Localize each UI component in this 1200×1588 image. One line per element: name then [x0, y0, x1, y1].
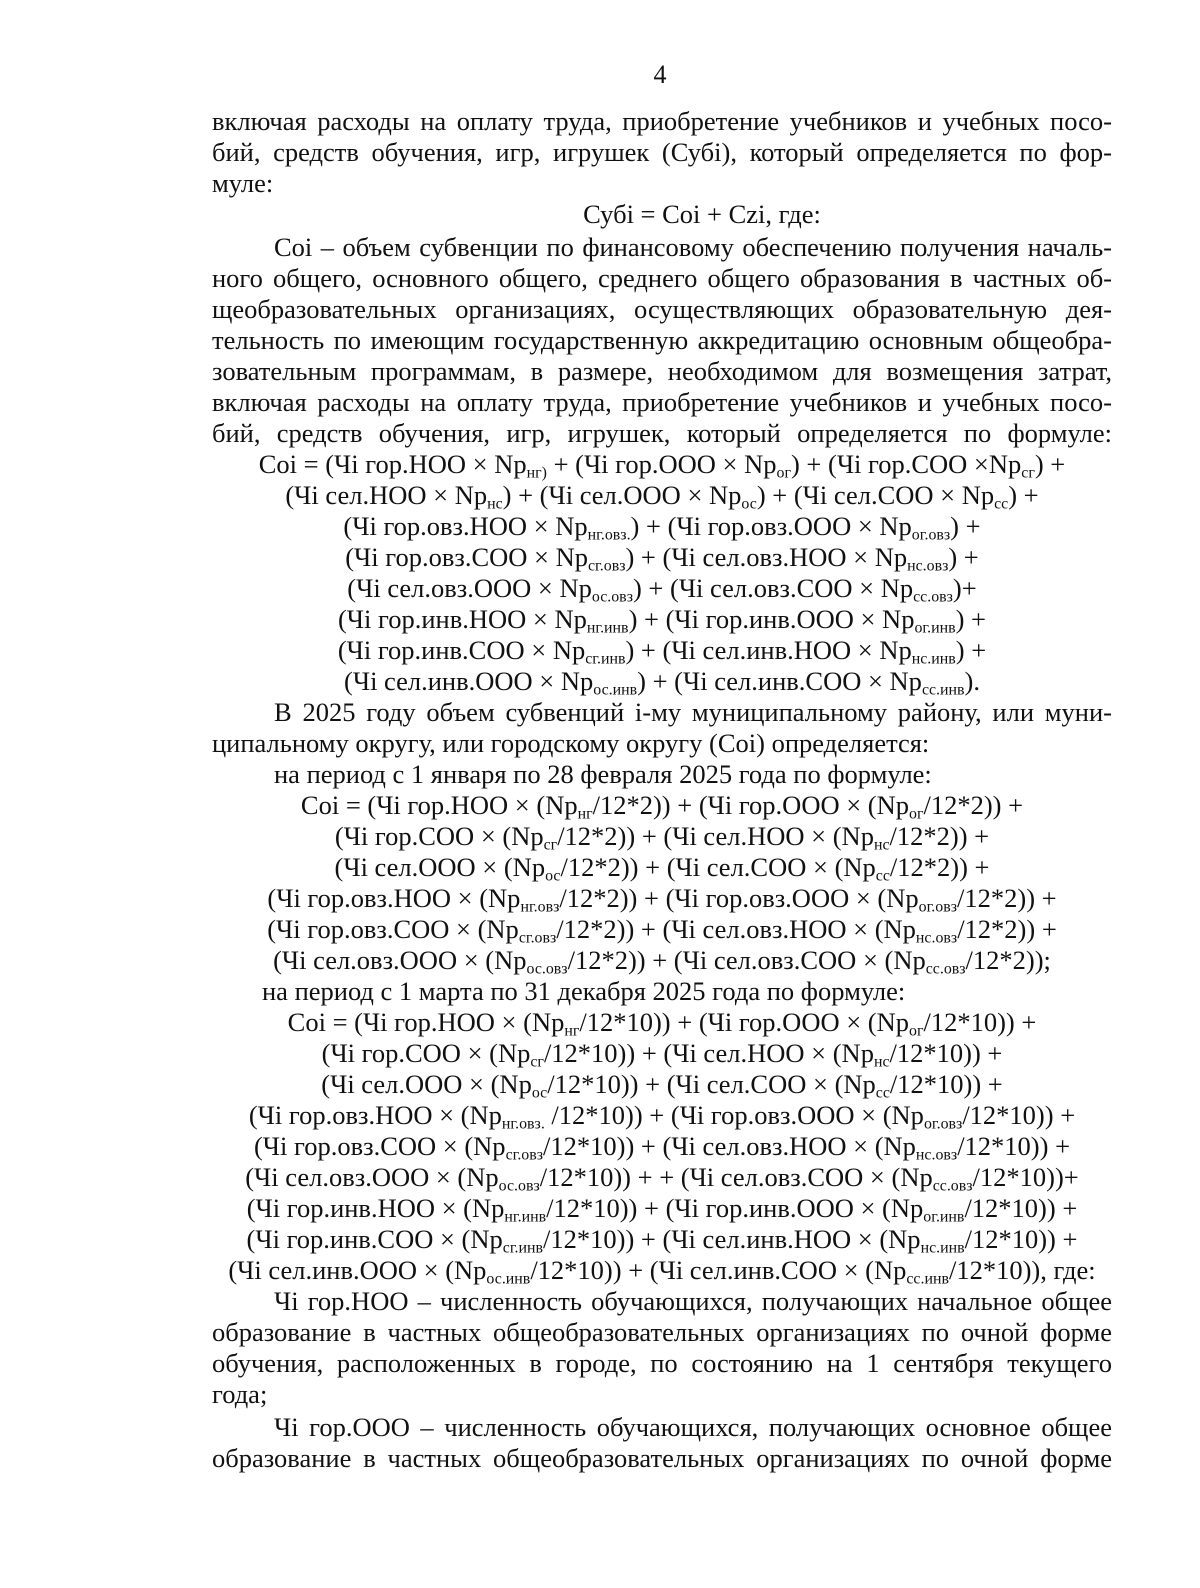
formula-text: /12*10)) +: [957, 1131, 1071, 1161]
formula-text: + (Чі гор.ООО × Np: [546, 449, 777, 479]
formula-text: /12*2)) +: [889, 852, 990, 882]
formula-subscript: нг: [577, 805, 593, 823]
formula-text: ) + (Чі гор.овз.ООО × Np: [630, 511, 912, 541]
formula-line: [212, 883, 1112, 914]
formula-subscript: сс.инв: [906, 1270, 949, 1288]
formula-subscript: нс.инв: [920, 1239, 965, 1257]
formula-subscript: сг.овз: [588, 557, 626, 575]
formula-subscript: ог.овз: [911, 526, 951, 544]
period-1-heading: на период с 1 января по 28 февраля 2025 года по формуле:: [274, 759, 932, 789]
formula-text: (Чі гор.овз.СОО × Np: [345, 542, 588, 572]
formula-subscript: сс.инв: [921, 681, 965, 699]
formula-subscript: ос: [545, 867, 561, 885]
formula-text: (Чі сел.овз.ООО × (Np: [273, 945, 527, 975]
formula-subscript: сс: [875, 867, 890, 885]
formula-text: /12*10)) +: [962, 1100, 1076, 1130]
year-2025-paragraph: [212, 697, 1112, 759]
formula-text: ) +: [1008, 480, 1039, 510]
formula-text: /12*2)) +: [923, 790, 1024, 820]
formula-line: [212, 1069, 1112, 1100]
formula-text: ) +: [955, 604, 987, 634]
formula-subscript: сг.инв: [502, 1239, 544, 1257]
formula-subscript: нс: [873, 1053, 890, 1071]
formula-subscript: ог: [909, 1022, 924, 1040]
formula-text: (Чі сел.инв.ООО × Np: [344, 666, 594, 696]
formula-line: [212, 1100, 1112, 1131]
formula-subscript: сс.овз: [925, 960, 966, 978]
formula-text: ) + (Чі сел.СОО × Np: [756, 480, 995, 510]
formula-text: /12*2)) + (Чі сел.овз.СОО × (Np: [567, 945, 926, 975]
formula-line: [212, 1255, 1112, 1286]
formula-text: (Чі гор.овз.НОО × (Np: [267, 883, 521, 913]
formula-text: (Чі сел.инв.ООО × (Np: [228, 1255, 487, 1285]
formula-subscript: ос.овз: [591, 588, 633, 606]
formula-line: [212, 635, 1112, 666]
formula-subscript: нс: [487, 495, 503, 513]
formula-subscript: ос.инв: [593, 681, 638, 699]
formula-subscript: ог.овз: [923, 1115, 963, 1133]
text-line: ного общего, основного общего, среднего общего образования в частных об-: [212, 263, 1112, 293]
formula-text: ) + (Чі сел.инв.НОО × Np: [625, 635, 912, 665]
formula-line: [212, 449, 1112, 480]
formula-line: [212, 480, 1112, 511]
formula-text: (Чі гор.овз.СОО × (Np: [253, 1131, 506, 1161]
formula-text: ) +: [955, 635, 987, 665]
formula-subscript: нг: [564, 1022, 580, 1040]
formula-text: /12*2)) + (Чі сел.НОО × (Np: [557, 821, 874, 851]
text-line: обучения, расположенных в городе, по состоянию на 1 сентября текущего: [212, 1348, 1112, 1378]
document-body: [212, 106, 1112, 1474]
text-line: бий, средств обучения, игр, игрушек, который определяется по формуле:: [212, 418, 1112, 448]
text-line: Чі гор.ООО – численность обучающихся, получающих основное общее: [274, 1412, 1112, 1442]
formula-line: [212, 945, 1112, 976]
formula-subscript: сс.овз: [913, 588, 953, 606]
formula-text: /12*10)) +: [889, 1038, 1003, 1068]
formula-text: /12*2)) +: [957, 883, 1057, 913]
formula-subscript: нс.овз: [915, 929, 958, 947]
formula-subscript: ог.инв: [914, 619, 956, 637]
formula-text: (Чі гор.инв.НОО × Np: [337, 604, 587, 634]
text-line: бий, средств обучения, игр, игрушек (Субі), который определяется по фор-: [212, 137, 1112, 167]
formula-line: [212, 1038, 1112, 1069]
formula-text: /12*10)) +: [889, 1069, 1003, 1099]
formula-line: [212, 1131, 1112, 1162]
text-line: Соі – объем субвенции по финансовому обеспечению получения началь-: [274, 232, 1112, 262]
formula-text: (Чі сел.овз.ООО × (Np: [245, 1162, 499, 1192]
text-line: муле:: [212, 168, 274, 198]
formula-line: [212, 821, 1112, 852]
formula-subscript: нс.инв: [911, 650, 956, 668]
formula-text: ) + (Чі гор.СОО ×Np: [790, 449, 1022, 479]
formula-subscript: ог.овз: [918, 898, 958, 916]
formula-subscript: нг.инв: [586, 619, 629, 637]
definition-noo: [212, 1286, 1112, 1410]
formula-line: [212, 604, 1112, 635]
formula-text: /12*10)) + (Чі гор.инв.ООО × (Np: [546, 1193, 924, 1223]
formula-line: [212, 852, 1112, 883]
formula-subscript: сг.овз: [505, 1146, 544, 1164]
formula-subscript: сс: [875, 1084, 890, 1102]
formula-text: /12*2)) + (Чі гор.ООО × (Np: [592, 790, 910, 820]
text-line: Чі гор.НОО – численность обучающихся, получающих начальное общее: [274, 1286, 1112, 1316]
formula-text: /12*10)) + (Чі сел.СОО × (Np: [547, 1069, 876, 1099]
formula-subscript: сг: [543, 836, 558, 854]
formula-subscript: нг.овз.: [587, 526, 631, 544]
formula-subscript: нг.овз.: [501, 1115, 545, 1133]
formula-subscript: сг: [530, 1053, 544, 1071]
formula-subscript: нс: [873, 836, 890, 854]
formula-text: ) + (Чі сел.овз.СОО × Np: [632, 573, 914, 603]
text-line: включая расходы на оплату труда, приобретение учебников и учебных посо-: [212, 106, 1112, 136]
formula-text: /12*10)) +: [964, 1193, 1078, 1223]
formula-subscript: ос.овз: [498, 1177, 540, 1195]
text-line: образование в частных общеобразовательных организациях по очной форме: [212, 1317, 1112, 1347]
formula-subscript: ос.инв: [486, 1270, 531, 1288]
formula-subscript: нг.инв: [504, 1208, 547, 1226]
formula-text: ) + (Чі сел.овз.НОО × Np: [625, 542, 908, 572]
formula-text: /12*10)), где:: [948, 1255, 1096, 1285]
formula-subscript: ог: [776, 464, 791, 482]
formula-text: (Чі сел.ООО × (Np: [334, 852, 546, 882]
formula-text: ) +: [1034, 449, 1066, 479]
formula-text: /12*2)) +: [957, 914, 1057, 944]
formula-text: /12*10)) +: [964, 1224, 1078, 1254]
formula-line: [212, 914, 1112, 945]
text-line: щеобразовательных организациях, осуществляющих образовательную дея-: [212, 294, 1112, 324]
formula-line: [212, 1193, 1112, 1224]
formula-text: (Чі гор.инв.СОО × Np: [337, 635, 586, 665]
formula-text: /12*10)) + (Чі гор.ООО × (Np: [579, 1007, 910, 1037]
formula-text: (Чі гор.овз.СОО × (Np: [267, 914, 519, 944]
formula-line: [212, 1007, 1112, 1038]
formula-line: [212, 1224, 1112, 1255]
formula-subscript: нс.овз: [907, 557, 949, 575]
formula-line: [212, 573, 1112, 604]
formula-text: /12*2));: [965, 945, 1051, 975]
formula-text: (Чі гор.инв.НОО × (Np: [246, 1193, 505, 1223]
text-line: включая расходы на оплату труда, приобретение учебников и учебных посо-: [212, 387, 1112, 417]
formula-main: Субі = Соі + Czi, где:: [583, 199, 821, 229]
formula-text: /12*10)) + (Чі сел.инв.НОО × (Np: [543, 1224, 921, 1254]
formula-subscript: ос.овз: [526, 960, 568, 978]
formula-subscript: нс.овз: [915, 1146, 958, 1164]
formula-text: /12*10)) + + (Чі сел.овз.СОО × (Np: [539, 1162, 933, 1192]
formula-subscript: ос: [531, 1084, 548, 1102]
formula-line: [212, 511, 1112, 542]
text-line: В 2025 году объем субвенций і-му муниципальному району, или муни-: [274, 697, 1112, 727]
formula-text: ) +: [950, 511, 981, 541]
formula-period-1: [212, 790, 1112, 976]
formula-text: Соі = (Чі гор.НОО × (Np: [287, 1007, 565, 1037]
formula-text: /12*2)) +: [889, 821, 990, 851]
formula-line: [212, 666, 1112, 697]
formula-subscript: нг): [526, 464, 547, 482]
text-line: образование в частных общеобразовательных организациях по очной форме: [212, 1443, 1112, 1473]
text-line: тельность по имеющим государственную аккредитацию основным общеобра-: [212, 325, 1112, 355]
formula-text: /12*10)) + (Чі сел.инв.СОО × (Np: [530, 1255, 907, 1285]
formula-subscript: сс: [994, 495, 1009, 513]
formula-subscript: сс.овз: [932, 1177, 973, 1195]
coi-definition: [212, 232, 1112, 449]
formula-subscript: сг: [1021, 464, 1035, 482]
page-number: 4: [653, 60, 667, 89]
formula-subscript: сг.овз: [518, 929, 557, 947]
formula-text: ) + (Чі сел.инв.СОО × Np: [637, 666, 922, 696]
formula-text: (Чі сел.НОО × Np: [285, 480, 488, 510]
formula-text: )+: [952, 573, 977, 603]
formula-coi: [212, 449, 1112, 697]
formula-subscript: ог.инв: [923, 1208, 965, 1226]
formula-text: /12*10)) + (Чі сел.овз.НОО × (Np: [543, 1131, 916, 1161]
text-line: зовательным программам, в размере, необходимом для возмещения затрат,: [212, 356, 1112, 386]
formula-line: [212, 1162, 1112, 1193]
formula-text: /12*10)) + (Чі сел.НОО × (Np: [543, 1038, 874, 1068]
formula-text: (Чі гор.СОО × (Np: [334, 821, 544, 851]
formula-text: (Чі гор.СОО × (Np: [321, 1038, 531, 1068]
formula-text: (Чі сел.овз.ООО × Np: [347, 573, 592, 603]
formula-text: ).: [964, 666, 980, 696]
formula-text: /12*10)) + (Чі гор.овз.ООО × (Np: [544, 1100, 924, 1130]
formula-text: ) + (Чі гор.инв.ООО × Np: [628, 604, 915, 634]
formula-text: (Чі гор.овз.НОО × Np: [343, 511, 588, 541]
formula-text: /12*10))+: [972, 1162, 1079, 1192]
formula-line: [212, 790, 1112, 821]
formula-text: ) +: [948, 542, 979, 572]
period-2-heading: на период с 1 марта по 31 декабря 2025 года по формуле:: [262, 976, 906, 1006]
formula-text: /12*10)) +: [923, 1007, 1037, 1037]
formula-subscript: нг.овз: [520, 898, 560, 916]
formula-period-2: [212, 1007, 1112, 1286]
intro-paragraph: [212, 106, 1112, 199]
formula-subscript: сг.инв: [585, 650, 626, 668]
formula-subscript: ог: [909, 805, 924, 823]
formula-text: ) + (Чі сел.ООО × Np: [502, 480, 742, 510]
formula-text: Соі = (Чі гор.НОО × (Np: [300, 790, 578, 820]
formula-text: Соі = (Чі гор.НОО × Np: [258, 449, 527, 479]
definition-ooo: [212, 1412, 1112, 1474]
text-line: ципальному округу, или городскому округу (Соі) определяется:: [212, 728, 930, 758]
text-line: года;: [212, 1379, 268, 1409]
formula-text: /12*2)) + (Чі гор.овз.ООО × (Np: [559, 883, 919, 913]
formula-text: /12*2)) + (Чі сел.СОО × (Np: [560, 852, 876, 882]
formula-text: (Чі сел.ООО × (Np: [321, 1069, 532, 1099]
formula-line: [212, 542, 1112, 573]
formula-text: (Чі гор.овз.НОО × (Np: [248, 1100, 502, 1130]
formula-text: (Чі гор.инв.СОО × (Np: [246, 1224, 503, 1254]
formula-subscript: ос: [741, 495, 757, 513]
formula-text: /12*2)) + (Чі сел.овз.НОО × (Np: [556, 914, 916, 944]
